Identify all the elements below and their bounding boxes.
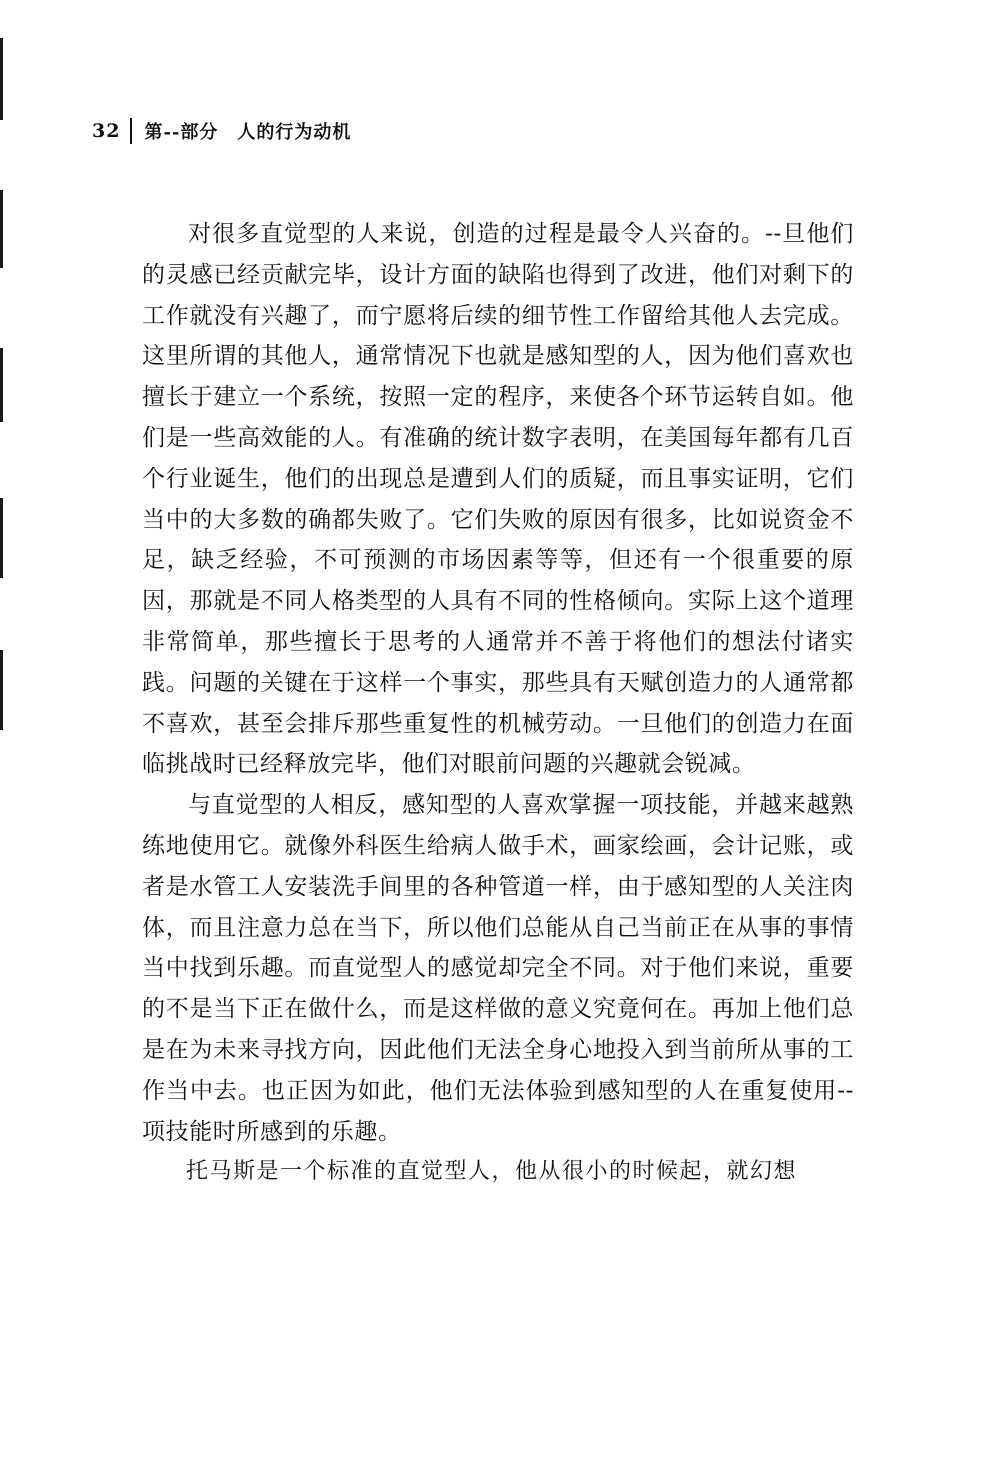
scan-edge-mark: [0, 190, 3, 268]
paragraph: 托马斯是一个标准的直觉型人，他从很小的时候起，就幻想: [186, 1159, 798, 1185]
scan-edge-mark: [0, 498, 3, 578]
body-text: [142, 214, 854, 1193]
running-head: 第--部分 人的行为动机: [144, 122, 352, 143]
scan-edge-mark: [0, 650, 3, 730]
scan-edge-mark: [0, 348, 3, 422]
page-header: [92, 116, 351, 146]
paragraph: 对很多直觉型的人来说，创造的过程是最令人兴奋的。--旦他们的灵感已经贡献完毕，设计方面的缺陷也得到了改进，他们对剩下的工作就没有兴趣了，而宁愿将后续的细节性工作留给其他人去完成。这里所谓的其他人，通常情况下也就是感知型的人，因为他们喜欢也擅长于建立一个系统，按照一定的程序，来使各个环节运转自如。他们是一些高效能的人。有准确的统计数字表明，在美国每年都有几百个行业诞生，他们的出现总是遭到人们的质疑，而且事实证明，它们当中的大多数的确都失败了。它们失败的原因有很多，比如说资金不足，缺乏经验，不可预测的市场因素等等，但还有一个很重要的原因，那就是不同人格类型的人具有不同的性格倾向。实际上这个道理非常简单，那些擅长于思考的人通常并不善于将他们的想法付诸实践。问题的关键在于这样一个事实，那些具有天赋创造力的人通常都不喜欢，甚至会排斥那些重复性的机械劳动。一旦他们的创造力在面临挑战时已经释放完毕，他们对眼前问题的兴趣就会锐减。: [142, 221, 854, 778]
paragraph: 与直觉型的人相反，感知型的人喜欢掌握一项技能，并越来越熟练地使用它。就像外科医生给病人做手术，画家绘画，会计记账，或者是水管工人安装洗手间里的各种管道一样，由于感知型的人关注肉体，而且注意力总在当下，所以他们总能从自己当前正在从事的事情当中找到乐趣。而直觉型人的感觉却完全不同。对于他们来说，重要的不是当下正在做什么，而是这样做的意义究竟何在。再加上他们总是在为未来寻找方向，因此他们无法全身心地投入到当前所从事的工作当中去。也正因为如此，他们无法体验到感知型的人在重复使用--项技能时所感到的乐趣。: [142, 792, 854, 1145]
header-divider: [130, 118, 132, 144]
page-number: 32: [92, 120, 121, 142]
scan-edge-mark: [0, 38, 3, 120]
